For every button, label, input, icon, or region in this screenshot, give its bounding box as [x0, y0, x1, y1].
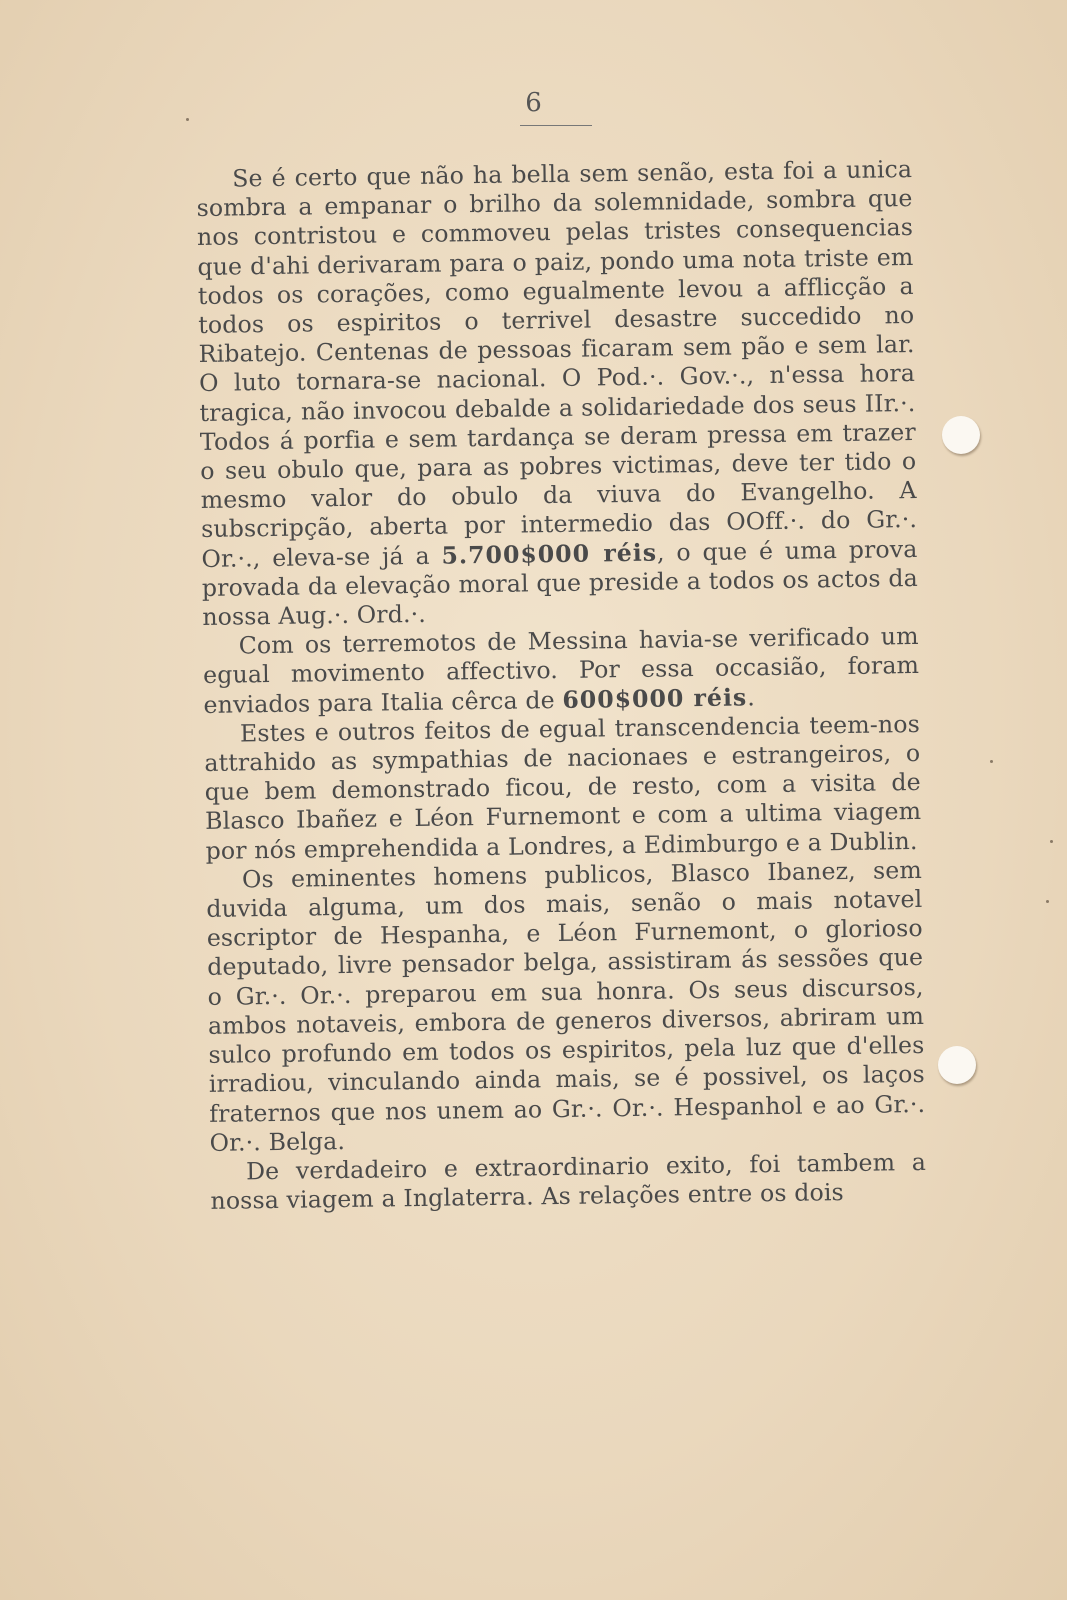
paragraph-text: Estes e outros feitos de egual transcendencia teem-nos attrahido as sympathias de nacionaes e estrangeiros, o que bem demonstrado ficou, de resto, com a visita de Blasco Ibañez e Léon Furnemont e com a ultima viagem por nós emprehendida a Londres, a Edimburgo e a Dublin. [204, 709, 922, 865]
header-rule [520, 125, 592, 126]
paragraph-text: De verdadeiro e extraordinario exito, foi tambem a nossa viagem a Inglaterra. As relações entre os dois [210, 1147, 927, 1216]
paper-speck [1046, 900, 1049, 903]
paragraph [204, 710, 922, 866]
paragraph [203, 622, 920, 720]
amount-highlight: 600$000 réis [562, 683, 748, 714]
paragraph [196, 155, 918, 632]
paper-speck [990, 760, 993, 763]
body-text [196, 155, 927, 1216]
paragraph-text: . [747, 682, 756, 712]
paper-speck [186, 118, 189, 121]
paper-speck [1050, 840, 1053, 843]
paragraph [206, 856, 926, 1158]
paragraph-text: Com os terremotos de Messina havia-se verificado um egual movimento affectivo. Por essa occasião, foram enviados para Italia cêrca de [202, 622, 920, 719]
paragraph-text: Os eminentes homens publicos, Blasco Ibanez, sem duvida alguma, um dos mais, senão o mais notavel escriptor de Hespanha, e Léon Furnemont, o glorioso deputado, livre pensador belga, assistiram ás sessões que o Gr.·. Or.·. preparou em sua honra. Os seus discursos, ambos notaveis, embora de generos diversos, abriram um sulco profundo em todos os espiritos, pela luz que d'elles irradiou, vinculando ainda mais, se é possivel, os laços fraternos que nos unem ao Gr.·. Or.·. Hespanhol e ao Gr.·. Or.·. Belga. [206, 855, 926, 1157]
paragraph [210, 1148, 927, 1216]
punch-hole-top [942, 416, 980, 454]
punch-hole-bottom [938, 1046, 976, 1084]
paragraph-text: Se é certo que não ha bella sem senão, esta foi a unica sombra a empanar o brilho da solemnidade, sombra que nos contristou e commoveu pelas tristes consequencias que d'ahi derivaram para o paiz, pondo uma nota triste em todos os corações, como egualmente levou a afflicção a todos os espiritos o terrivel desastre succedido no Ribatejo. Centenas de pessoas ficaram sem pão e sem lar. O luto tornara-se nacional. O Pod.·. Gov.·., n'essa hora tragica, não invocou debalde a solidariedade dos seus IIr.·. Todos á porfia e sem tardança se deram pressa em trazer o seu obulo que, para as pobres victimas, deve ter tido o mesmo valor do obulo da viuva do Evangelho. A subscripção, aberta por intermedio das OOff.·. do Gr.·. Or.·., eleva-se já a [196, 155, 918, 573]
amount-highlight: 5.700$000 réis [441, 538, 658, 570]
paragraph-text: , o que é uma prova provada da elevação moral que preside a todos os actos da nossa Aug.·. Ord.·. [201, 534, 919, 631]
page-number: 6 [525, 88, 542, 118]
